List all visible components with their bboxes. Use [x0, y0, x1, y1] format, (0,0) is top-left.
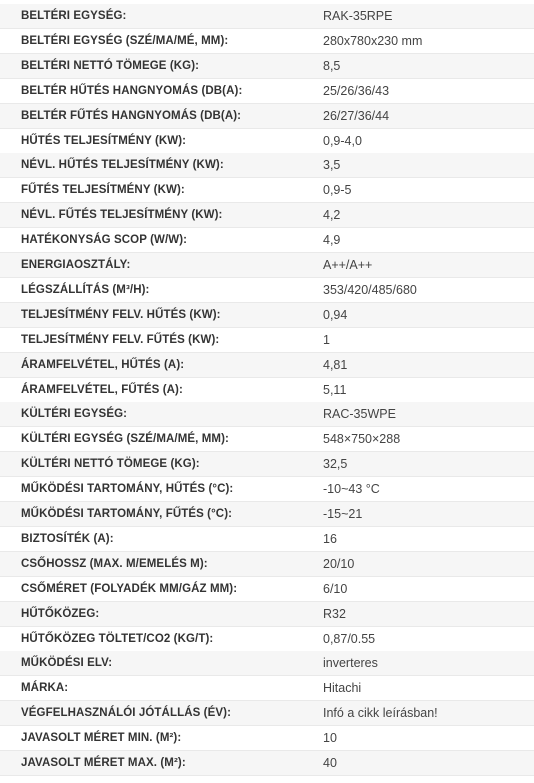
spec-value: 548×750×288	[323, 432, 401, 447]
spec-row	[0, 651, 534, 676]
spec-row	[0, 253, 534, 278]
spec-label: CSŐHOSSZ (MAX. M/EMELÉS M):	[21, 557, 208, 570]
spec-row	[0, 353, 534, 378]
spec-value: 26/27/36/44	[323, 108, 390, 123]
spec-label: BELTÉRI EGYSÉG:	[21, 10, 127, 22]
spec-value: 5,11	[323, 382, 347, 397]
spec-value: 40	[323, 756, 337, 770]
spec-row	[0, 427, 534, 452]
spec-label: BIZTOSÍTÉK (A):	[21, 532, 114, 545]
spec-value: -10~43 °C	[323, 482, 380, 497]
spec-row	[0, 552, 534, 577]
spec-row	[0, 303, 534, 328]
spec-label: KÜLTÉRI EGYSÉG:	[21, 408, 128, 421]
spec-value: 3,5	[323, 158, 341, 173]
spec-value: R32	[323, 606, 346, 621]
spec-label: MŰKÖDÉSI TARTOMÁNY, FŰTÉS (°C):	[21, 508, 233, 520]
spec-value: 10	[323, 731, 337, 746]
spec-row	[0, 104, 534, 129]
spec-label: MŰKÖDÉSI TARTOMÁNY, HŰTÉS (°C):	[21, 483, 234, 496]
spec-row	[0, 402, 534, 427]
spec-value: 8,5	[323, 58, 341, 73]
spec-value: 353/420/485/680	[323, 282, 417, 297]
spec-label: ÁRAMFELVÉTEL, FŰTÉS (A):	[21, 383, 183, 396]
spec-label: NÉVL. HŰTÉS TELJESÍTMÉNY (KW):	[21, 159, 224, 172]
spec-label: TELJESÍTMÉNY FELV. FŰTÉS (KW):	[21, 333, 220, 346]
spec-label: CSŐMÉRET (FOLYADÉK MM/GÁZ MM):	[21, 582, 238, 595]
spec-row	[0, 378, 534, 403]
spec-value: Infó a cikk leírásban!	[323, 706, 438, 721]
spec-row	[0, 726, 534, 751]
spec-row	[0, 29, 534, 54]
spec-label: HŰTŐKÖZEG:	[21, 607, 100, 620]
spec-row	[0, 328, 534, 353]
spec-row	[0, 153, 534, 178]
spec-row	[0, 602, 534, 627]
spec-label: BELTÉRI EGYSÉG (SZÉ/MA/MÉ, MM):	[21, 34, 229, 47]
spec-row	[0, 751, 534, 776]
spec-label: BELTÉR FŰTÉS HANGNYOMÁS (DB(A):	[21, 109, 242, 122]
spec-value: 25/26/36/43	[323, 83, 390, 98]
spec-label: HŰTÉS TELJESÍTMÉNY (KW):	[21, 134, 187, 147]
spec-label: TELJESÍTMÉNY FELV. HŰTÉS (KW):	[21, 308, 221, 321]
spec-label: VÉGFELHASZNÁLÓI JÓTÁLLÁS (ÉV):	[21, 707, 231, 720]
spec-value: 4,2	[323, 208, 341, 223]
spec-row	[0, 79, 534, 104]
spec-row	[0, 502, 534, 527]
spec-label: BELTÉR HŰTÉS HANGNYOMÁS (DB(A):	[21, 84, 243, 97]
spec-label: BELTÉRI NETTÓ TÖMEGE (KG):	[21, 59, 200, 72]
spec-label: LÉGSZÁLLÍTÁS (M³/H):	[21, 283, 150, 296]
spec-value: 6/10	[323, 581, 348, 596]
spec-value: Hitachi	[323, 681, 362, 696]
spec-label: JAVASOLT MÉRET MAX. (M²):	[21, 757, 186, 769]
spec-value: 0,9-4,0	[323, 133, 362, 148]
spec-value: RAK-35RPE	[323, 9, 393, 23]
spec-row	[0, 676, 534, 701]
spec-value: inverteres	[323, 656, 378, 671]
spec-label: HŰTŐKÖZEG TÖLTET/CO2 (KG/T):	[21, 632, 214, 645]
spec-value: 0,94	[323, 307, 348, 322]
spec-row	[0, 477, 534, 502]
spec-row	[0, 178, 534, 203]
spec-value: 1	[323, 332, 330, 347]
spec-value: 4,81	[323, 357, 348, 372]
spec-row	[0, 452, 534, 477]
spec-value: 280x780x230 mm	[323, 33, 423, 48]
spec-label: JAVASOLT MÉRET MIN. (M²):	[21, 732, 182, 745]
spec-value: 20/10	[323, 556, 355, 571]
spec-label: FŰTÉS TELJESÍTMÉNY (KW):	[21, 184, 185, 197]
spec-value: RAC-35WPE	[323, 407, 396, 422]
spec-label: KÜLTÉRI NETTÓ TÖMEGE (KG):	[21, 458, 200, 471]
spec-row	[0, 527, 534, 552]
spec-row	[0, 701, 534, 726]
spec-row	[0, 203, 534, 228]
spec-row	[0, 577, 534, 602]
spec-label: HATÉKONYSÁG SCOP (W/W):	[21, 234, 188, 247]
spec-value: 0,9-5	[323, 183, 352, 198]
spec-row	[0, 278, 534, 303]
spec-row	[0, 627, 534, 652]
spec-label: NÉVL. FŰTÉS TELJESÍTMÉNY (KW):	[21, 209, 223, 222]
spec-value: A++/A++	[323, 258, 373, 272]
spec-label: ENERGIAOSZTÁLY:	[21, 259, 131, 271]
spec-row	[0, 228, 534, 253]
spec-row	[0, 4, 534, 29]
spec-row	[0, 54, 534, 79]
spec-label: ÁRAMFELVÉTEL, HŰTÉS (A):	[21, 358, 185, 371]
spec-value: 16	[323, 531, 337, 546]
spec-value: 0,87/0.55	[323, 631, 376, 646]
spec-label: MŰKÖDÉSI ELV:	[21, 657, 113, 670]
spec-label: KÜLTÉRI EGYSÉG (SZÉ/MA/MÉ, MM):	[21, 433, 229, 446]
spec-value: 4,9	[323, 233, 341, 248]
spec-row	[0, 129, 534, 154]
spec-value: 32,5	[323, 457, 348, 472]
spec-label: MÁRKA:	[21, 682, 69, 695]
spec-value: -15~21	[323, 507, 363, 521]
